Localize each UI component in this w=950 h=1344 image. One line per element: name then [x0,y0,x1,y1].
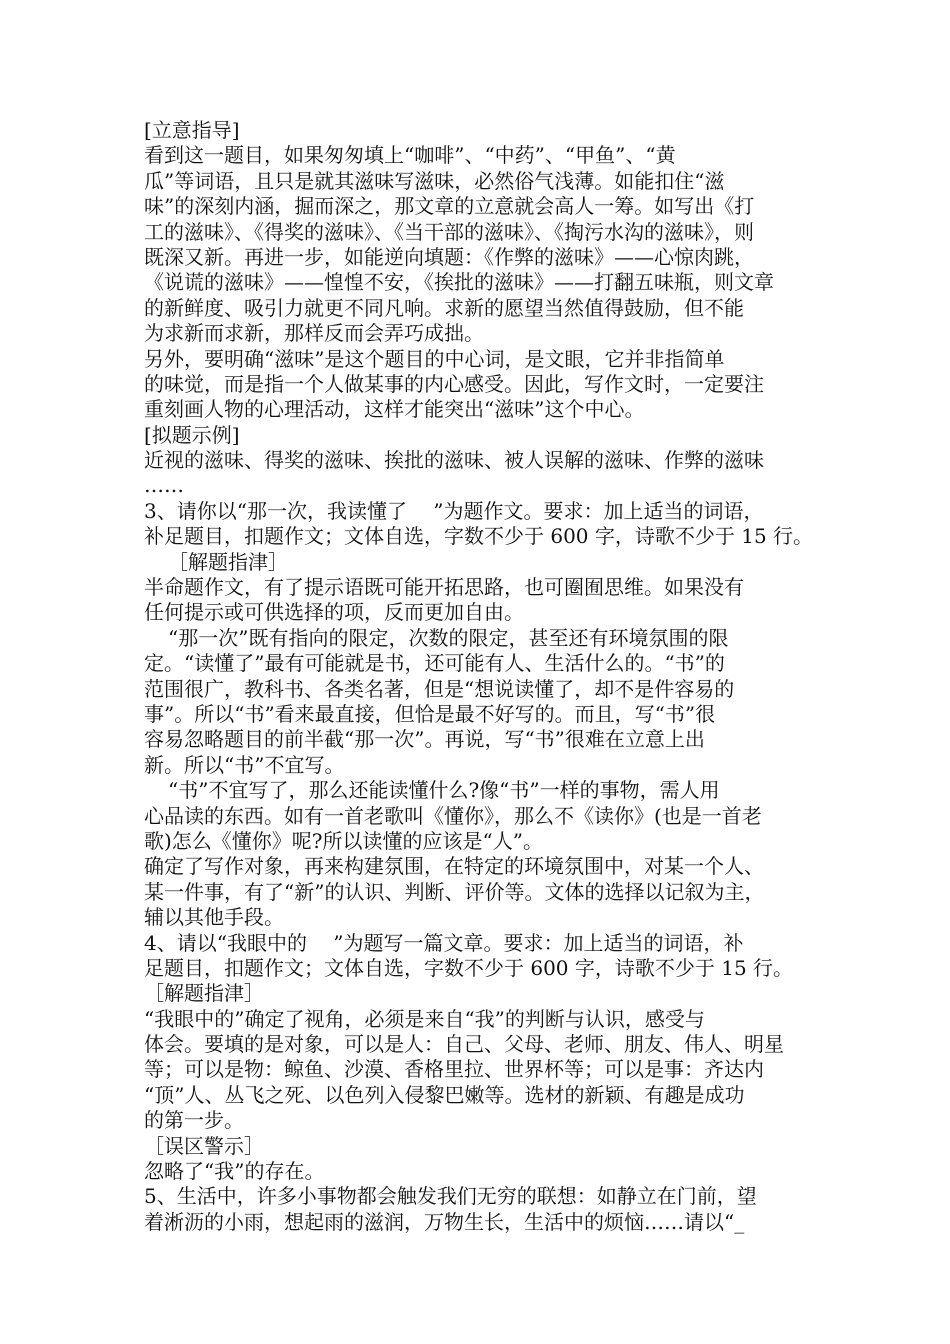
text-line: 歌)怎么《懂你》呢?所以读懂的应该是“人”。 [144,828,543,853]
text-line: 的新鲜度、吸引力就更不同凡响。求新的愿望当然值得鼓励，但不能 [144,295,744,320]
text-line: …… [144,473,184,498]
text-line: 既深又新。再进一步，如能逆向填题：《作弊的滋味》——心惊肉跳， [144,244,754,269]
text-line: 《说谎的滋味》——惶惶不安，《挨批的滋味》——打翻五味瓶，则文章 [144,270,774,295]
text-line: 为求新而求新，那样反而会弄巧成拙。 [144,321,484,346]
text-line: 体会。要填的是对象，可以是人：自己、父母、老师、朋友、伟人、明星 [144,1032,784,1057]
text-line: ［解题指津］ [168,549,288,574]
text-line: 另外，要明确“滋味”是这个题目的中心词，是文眼，它并非指简单 [144,346,725,371]
text-line: 任何提示或可供选择的项，反而更加自由。 [144,600,524,625]
text-line: ［解题指津］ [144,981,264,1006]
text-line: 范围很广，教科书、各类名著，但是“想说读懂了，却不是件容易的 [144,676,735,701]
text-line: 味”的深刻内涵，掘而深之，那文章的立意就会高人一筹。如写出《打 [144,194,755,219]
text-line: [立意指导] [144,118,240,142]
text-line: 新。所以“书”不宜写。 [144,752,345,777]
text-line: “那一次”既有指向的限定，次数的限定，甚至还有环境氛围的限 [168,625,729,650]
text-line: 着淅沥的小雨，想起雨的滋润，万物生长，生活中的烦恼……请以“_ [144,1209,745,1234]
text-line: 心品读的东西。如有一首老歌叫《懂你》，那么不《读你》(也是一首老 [144,803,762,828]
text-line: 辅以其他手段。 [144,905,284,930]
text-line: 定。“读懂了”最有可能就是书，还可能有人、生活什么的。“书”的 [144,651,725,676]
text-line: 的味觉，而是指一个人做某事的内心感受。因此，写作文时，一定要注 [144,371,764,396]
text-line: 等；可以是物：鲸鱼、沙漠、香格里拉、世界杯等；可以是事：齐达内 [144,1057,764,1082]
text-line: “书”不宜写了，那么还能读懂什么?像“书”一样的事物，需人用 [168,778,720,803]
text-line: 某一件事，有了“新”的认识、判断、评价等。文体的选择以记叙为主， [144,879,765,904]
text-line: 足题目，扣题作文；文体自选，字数不少于 600 字，诗歌不少于 15 行。 [144,955,794,980]
text-line: 近视的滋味、得奖的滋味、挨批的滋味、被人误解的滋味、作弊的滋味 [144,448,764,473]
text-line: 4、请以“我眼中的 ”为题写一篇文章。要求：加上适当的词语，补 [144,930,744,955]
text-line: 补足题目，扣题作文；文体自选，字数不少于 600 字，诗歌不少于 15 行。 [144,524,814,549]
text-line: 工的滋味》、《得奖的滋味》、《当干部的滋味》、《掏污水沟的滋味》，则 [144,219,754,244]
text-line: 忽略了“我”的存在。 [144,1159,325,1184]
text-line: 确定了写作对象，再来构建氛围，在特定的环境氛围中，对某一个人、 [144,854,764,879]
text-line: 的第一步。 [144,1108,244,1133]
text-line: [拟题示例] [144,422,240,447]
document-body [144,118,824,1235]
text-line: 看到这一题目，如果匆匆填上“咖啡”、“中药”、“甲鱼”、“黄 [144,143,676,168]
text-line: 5、生活中，许多小事物都会触发我们无穷的联想：如静立在门前，望 [144,1184,757,1209]
text-line: “顶”人、丛飞之死、以色列入侵黎巴嫩等。选材的新颖、有趣是成功 [144,1082,745,1107]
text-line: “我眼中的”确定了视角，必须是来自“我”的判断与认识，感受与 [144,1006,705,1031]
text-line: ［误区警示］ [144,1133,264,1158]
text-line: 瓜”等词语，且只是就其滋味写滋味，必然俗气浅薄。如能扣住“滋 [144,168,725,193]
text-line: 重刻画人物的心理活动，这样才能突出“滋味”这个中心。 [144,397,645,422]
text-line: 事”。所以“书”看来最直接，但恰是最不好写的。而且，写“书”很 [144,701,716,726]
text-line: 容易忽略题目的前半截“那一次”。再说，写“书”很难在立意上出 [144,727,705,752]
text-line: 半命题作文，有了提示语既可能开拓思路，也可圈囿思维。如果没有 [144,575,744,600]
text-line: 3、请你以“那一次，我读懂了 ”为题作文。要求：加上适当的词语， [144,498,764,523]
